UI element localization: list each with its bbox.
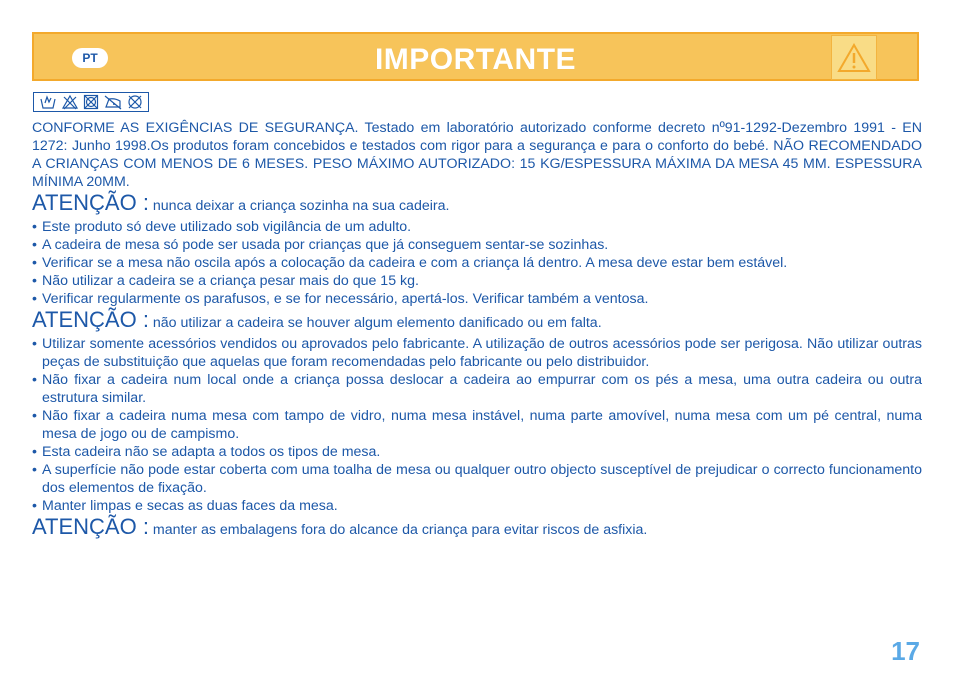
list-item: • Não utilizar a cadeira se a criança pesar mais do que 15 kg. <box>32 272 922 290</box>
bullet-list-2 <box>32 335 922 515</box>
attention-lead: não utilizar a cadeira se houver algum elemento danificado ou em falta. <box>148 315 602 331</box>
low-iron-icon <box>103 94 123 110</box>
attention-heading-3 <box>32 515 922 542</box>
list-item: • Verificar se a mesa não oscila após a colocação da cadeira e com a criança lá dentro. A mesa deve estar bem estável. <box>32 254 922 272</box>
list-item: • A cadeira de mesa só pode ser usada por crianças que já conseguem sentar-se sozinhas. <box>32 236 922 254</box>
list-item: • Utilizar somente acessórios vendidos ou aprovados pelo fabricante. A utilização de outros acessórios pode ser perigosa. Não utilizar outras peças de substituição que aquelas que foram recomendadas pelo fabricante ou pelo distribuidor. <box>32 335 922 371</box>
no-bleach-icon <box>61 94 79 110</box>
banner-title: IMPORTANTE <box>374 43 577 76</box>
attention-lead: nunca deixar a criança sozinha na sua cadeira. <box>148 198 450 214</box>
attention-lead: manter as embalagens fora do alcance da criança para evitar riscos de asfixia. <box>148 522 648 538</box>
list-item: • Este produto só deve utilizado sob vigilância de um adulto. <box>32 218 922 236</box>
attention-label: ATENÇÃO : <box>32 190 149 215</box>
importante-banner <box>32 32 919 81</box>
attention-heading-1 <box>32 191 922 218</box>
no-dry-clean-icon <box>127 94 143 110</box>
care-symbols <box>33 92 149 112</box>
list-item: • Manter limpas e secas as duas faces da mesa. <box>32 497 922 515</box>
main-content <box>32 119 922 542</box>
list-item: • Verificar regularmente os parafusos, e se for necessário, apertá-los. Verificar também a ventosa. <box>32 290 922 308</box>
list-item: • A superfície não pode estar coberta com uma toalha de mesa ou qualquer outro objecto susceptível de prejudicar o correcto funcionamento dos elementos de fixação. <box>32 461 922 497</box>
attention-heading-2 <box>32 308 922 335</box>
intro-paragraph: CONFORME AS EXIGÊNCIAS DE SEGURANÇA. Testado em laboratório autorizado conforme decreto nº91-1292-Dezembro 1991 - EN 1272: Junho 1998.Os produtos foram concebidos e testados com rigor para a segurança e para o conforto do bebé. NÃO RECOMENDADO A CRIANÇAS COM MENOS DE 6 MESES. PESO MÁXIMO AUTORIZADO: 15 KG/ESPESSURA MÁXIMA DA MESA 45 MM. ESPESSURA MÍNIMA 20MM. <box>32 120 922 190</box>
warning-triangle-icon <box>831 35 877 80</box>
attention-label: ATENÇÃO : <box>32 514 149 539</box>
hand-wash-icon <box>39 94 57 110</box>
list-item: • Esta cadeira não se adapta a todos os tipos de mesa. <box>32 443 922 461</box>
attention-label: ATENÇÃO : <box>32 307 149 332</box>
page-number: 17 <box>891 636 920 666</box>
list-item: • Não fixar a cadeira numa mesa com tampo de vidro, numa mesa instável, numa parte amovível, numa mesa com um pé central, numa mesa de jogo ou de campismo. <box>32 407 922 443</box>
no-tumble-dry-icon <box>83 94 99 110</box>
list-item: • Não fixar a cadeira num local onde a criança possa deslocar a cadeira ao empurrar com os pés a mesa, uma outra cadeira ou outra estrutura similar. <box>32 371 922 407</box>
bullet-list-1 <box>32 218 922 308</box>
language-badge: PT <box>72 48 108 68</box>
